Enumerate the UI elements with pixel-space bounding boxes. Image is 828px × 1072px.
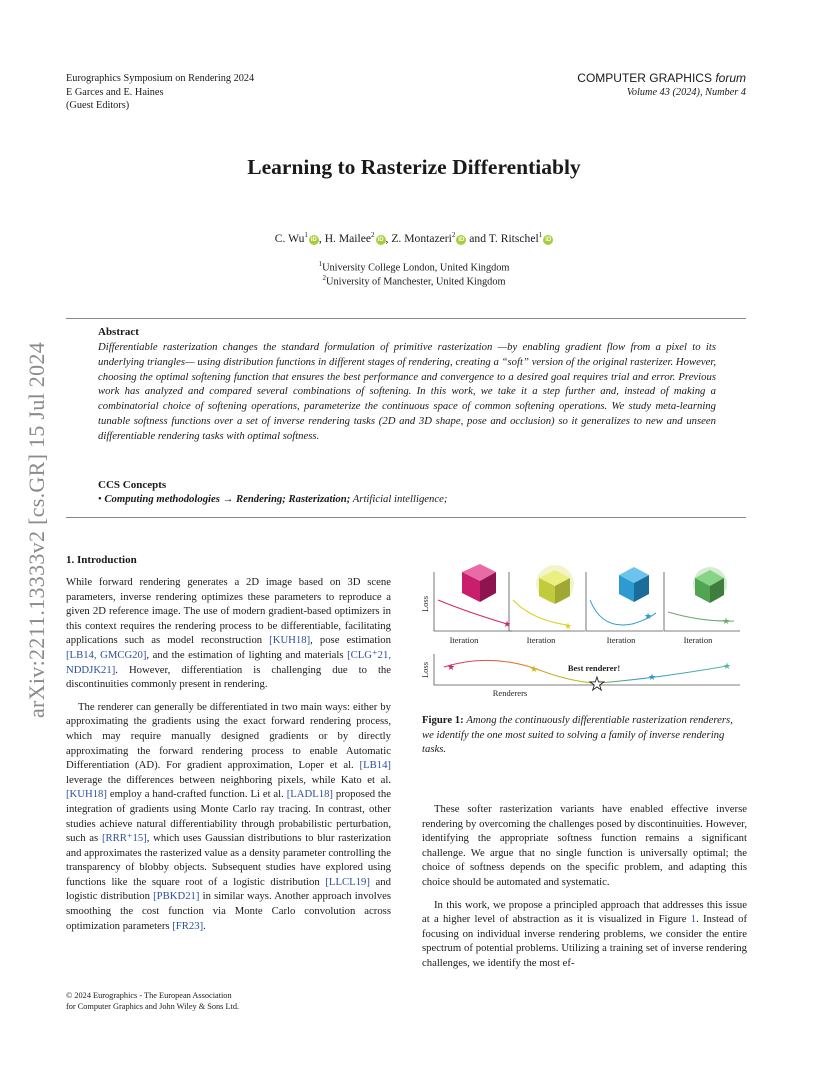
conference-line: Eurographics Symposium on Rendering 2024: [66, 73, 255, 84]
left-column: [66, 575, 391, 933]
author-affiliation-mark: 2: [451, 231, 456, 239]
paper-title: Learning to Rasterize Differentiably: [247, 155, 581, 179]
conference-info: [66, 72, 254, 113]
star-icon: ★: [446, 662, 456, 672]
text-run: , which uses Gaussian distributions to blur rasterization and approximates the rasterized value as a density parameter controlling the transparency of blobby objects. Subsequent studies have explored using functions like the square root of a logistic distribution: [66, 832, 391, 888]
affiliation-mark: 2: [322, 274, 327, 282]
text-run: The renderer can generally be differentiated in two main ways: either by approximating the gradients using the exact forward rendering process, which may require manually designed gradients or by directly approximating the forward rendering process to enable Automatic Differentiation (AD). For gradient approximation, Loper et al.: [66, 700, 391, 772]
author-name: T. Ritschel: [488, 231, 539, 245]
section-heading: 1. Introduction: [66, 554, 137, 566]
text-run: . However, differentiation is challenging due to the discontinuities commonly present in rendering.: [66, 663, 391, 691]
text-run: , pose estimation: [310, 634, 391, 647]
citation-link[interactable]: [KUH18]: [66, 788, 107, 801]
guest-editors-line: (Guest Editors): [66, 100, 130, 111]
author-affiliation-mark: 1: [304, 231, 308, 239]
citation-link[interactable]: [PBKD21]: [153, 890, 200, 903]
divider: [66, 318, 746, 319]
star-icon: ★: [722, 661, 732, 671]
best-renderer-label: Best renderer!: [567, 663, 621, 673]
volume-info: Volume 43 (2024), Number 4: [626, 86, 746, 98]
text-run: employ a hand-crafted function. Li et al.: [106, 788, 287, 801]
renderers-axis-label: Renderers: [492, 688, 528, 698]
paragraph: [422, 898, 747, 971]
ccs-secondary: Artificial intelligence;: [350, 493, 448, 505]
author-affiliation-mark: 2: [371, 231, 375, 239]
affiliation-text: University College London, United Kingdom: [322, 262, 510, 274]
citation-link[interactable]: [KUH18]: [269, 634, 311, 647]
text-run: , and the estimation of lighting and materials: [146, 648, 348, 661]
cyan-cube: [619, 567, 649, 602]
star-icon: ★: [643, 611, 653, 621]
journal-prefix: COMPUTER GRAPHICS: [577, 71, 712, 85]
citation-link[interactable]: [LB14]: [359, 759, 391, 772]
paragraph: These softer rasterization variants have enabled effective inverse rendering by overcoming the challenges posed by discontinuities. However, identifying the appropriate softness function remains a significant challenge. We argue that no single function is universally optimal; the choice of softness depends on the specific problem, and adapting this choice should be automated and systematic.: [422, 803, 747, 888]
bullet: •: [98, 493, 105, 505]
loss-axis-label: Loss: [420, 661, 430, 679]
arxiv-stamp: arXiv:2211.13333v2 [cs.GR] 15 Jul 2024: [24, 341, 49, 719]
caption-text: Among the continuously differentiable rasterization renderers, we identify the one most suited to solving a family of inverse rendering tasks.: [422, 714, 733, 756]
star-icon: ★: [529, 664, 539, 674]
citation-link[interactable]: [LB14, GMCG20]: [66, 648, 147, 661]
star-icon: ★: [721, 616, 731, 626]
paragraph: [66, 700, 391, 934]
star-icon: ★: [502, 619, 512, 629]
figure-1: [422, 560, 747, 706]
iteration-axis-label: Iteration: [683, 635, 713, 645]
yellow-cube: [536, 565, 574, 604]
citation-link[interactable]: [LADL18]: [286, 788, 333, 801]
right-column: [422, 802, 747, 971]
text-run: and logistic distribution: [66, 875, 391, 903]
author-conjunction: and: [466, 231, 489, 245]
text-run: leverage the differences between neighboring pixels, while Kato et al.: [66, 773, 391, 786]
author-name: H. Mailee: [324, 231, 372, 245]
citation-link[interactable]: 1: [690, 913, 697, 926]
paragraph: [66, 575, 391, 692]
ccs-primary: Computing methodologies → Rendering; Rasterization;: [104, 493, 351, 505]
author-separator: ,: [318, 231, 325, 245]
divider: [66, 517, 746, 518]
copyright-line: © 2024 Eurographics - The European Association: [66, 991, 232, 1000]
citation-link[interactable]: [FR23]: [172, 919, 204, 932]
author-list: [0, 231, 828, 245]
citation-link[interactable]: [LLCL19]: [325, 875, 370, 888]
orcid-icon[interactable]: iD: [545, 236, 552, 243]
affiliation: [0, 260, 828, 273]
orcid-icon[interactable]: iD: [377, 236, 384, 243]
author-name: Z. Montazeri: [391, 231, 452, 245]
ccs-concepts: [98, 493, 447, 505]
author-separator: ,: [385, 231, 392, 245]
citation-link[interactable]: [RRR⁺15]: [101, 832, 147, 845]
iteration-axis-label: Iteration: [526, 635, 556, 645]
text-run: proposed the integration of gradients using Monte Carlo ray tracing. In contrast, other studies achieve natural differentiability through probabilistic perturbation, such as: [66, 788, 391, 845]
iteration-axis-label: Iteration: [449, 635, 479, 645]
journal-info: [577, 72, 746, 99]
abstract-text: Differentiable rasterization changes the standard formulation of primitive rasterization —by enabling gradient flow from a pixel to its underlying triangles— using distribution functions in different stages of rendering, creating a “soft” version of the original rasterizer. However, choosing the optimal softening function that ensures the best performance and convergence to a desired goal requires trial and error. Previous work has analyzed and compared several combinations of softening. In this work, we take it a step further and, instead of making a combinatorial choice of softening operations, parameterize the continuous space of common softening operations. We study meta-learning tunable softness functions over a set of inverse rendering tasks (2D and 3D shape, pose and occlusion) so it generalizes to new and unseen differentiable rendering tasks with optimal softness.: [98, 341, 716, 442]
magenta-cube: [462, 564, 496, 602]
copyright-line: for Computer Graphics and John Wiley & Sons Ltd.: [66, 1002, 240, 1011]
author-name: C. Wu: [274, 231, 305, 245]
author-affiliation-mark: 1: [538, 231, 543, 239]
abstract-heading: Abstract: [98, 326, 139, 338]
text-run: in similar ways. Another approach involves smoothing the cost function via Monte Carlo convolution across optimization parameters: [66, 890, 391, 932]
star-icon: ★: [563, 621, 573, 631]
text-run: .: [203, 919, 206, 932]
iteration-axis-label: Iteration: [606, 635, 636, 645]
caption-label: Figure 1:: [422, 714, 464, 726]
affiliation-mark: 1: [318, 260, 323, 268]
text-run: In this work, we propose a principled approach that addresses this issue at a higher level of abstraction as it is visualized in Figure: [422, 898, 747, 926]
affiliation: [0, 274, 828, 287]
ccs-heading: CCS Concepts: [98, 479, 167, 491]
figure-caption: [422, 713, 747, 757]
loss-curve: [513, 600, 567, 625]
star-icon: ★: [647, 672, 657, 682]
citation-link[interactable]: [CLG⁺21, NDDJK21]: [66, 648, 391, 676]
orcid-icon[interactable]: iD: [310, 236, 317, 243]
orcid-icon[interactable]: iD: [458, 236, 465, 243]
copyright-footer: [66, 990, 239, 1012]
affiliation-text: University of Manchester, United Kingdom: [326, 276, 506, 288]
best-star-icon: ★: [588, 674, 606, 694]
journal-name: [577, 72, 746, 86]
text-run: While forward rendering generates a 2D image based on 3D scene parameters, inverse rendering optimizes these parameters to reproduce a given 2D reference image. The use of modern gradient-based optimizers in this context requires the rendering process to be differentiable, facilitating applications such as model reconstruction: [66, 576, 391, 647]
journal-suffix: forum: [715, 71, 746, 85]
text-run: . Instead of focusing on individual inverse rendering problems, we consider the entire spectrum of potential problems. Utilizing a training set of inverse rendering challenges, we identify the most ef-: [422, 913, 747, 969]
green-cube: [693, 567, 727, 603]
loss-axis-label: Loss: [420, 595, 430, 613]
loss-curve: [438, 600, 507, 624]
editors-line: E Garces and E. Haines: [66, 86, 164, 98]
